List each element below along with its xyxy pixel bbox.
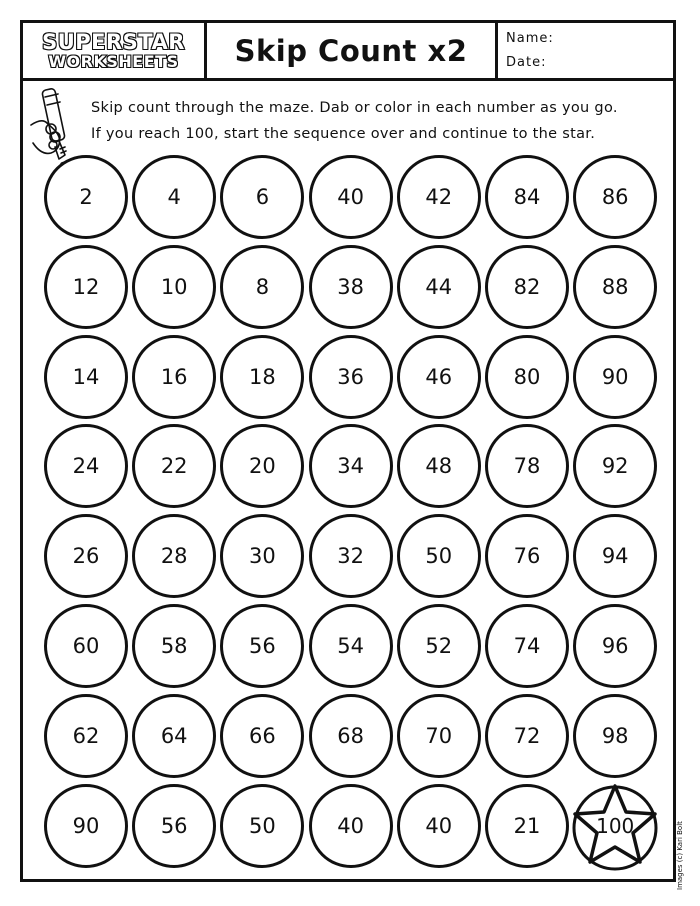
instructions bbox=[91, 95, 618, 147]
circle-number: 20 bbox=[249, 454, 276, 479]
circle-number: 88 bbox=[601, 274, 629, 299]
circle-number: 12 bbox=[72, 274, 100, 299]
circle-number: 96 bbox=[601, 634, 629, 658]
circle-number: 50 bbox=[249, 813, 276, 838]
date-field[interactable]: Date: bbox=[506, 55, 547, 70]
circle-number: 18 bbox=[249, 364, 276, 389]
maze-circle[interactable] bbox=[309, 335, 393, 419]
maze-circle[interactable] bbox=[397, 245, 481, 329]
maze-circle[interactable] bbox=[397, 604, 481, 688]
circle-number: 82 bbox=[513, 274, 541, 299]
page-title: Skip Count x2 bbox=[234, 33, 468, 68]
image-credit: Images (c) Kari Bolt bbox=[676, 821, 684, 890]
circle-number: 30 bbox=[249, 544, 276, 569]
circle-number: 46 bbox=[425, 364, 453, 389]
circle-number: 44 bbox=[425, 274, 453, 299]
maze-circle[interactable] bbox=[220, 514, 304, 598]
circle-number: 58 bbox=[160, 634, 188, 658]
circle-number: 32 bbox=[337, 544, 364, 569]
maze-circle[interactable] bbox=[485, 245, 569, 329]
maze-circle[interactable] bbox=[573, 604, 657, 688]
maze-circle[interactable] bbox=[220, 604, 304, 688]
instruction-line-1: Skip count through the maze. Dab or color in each number as you go. bbox=[91, 100, 618, 116]
maze-circle[interactable] bbox=[132, 694, 216, 778]
circle-number: 8 bbox=[255, 274, 270, 299]
maze-circle[interactable] bbox=[220, 424, 304, 508]
logo-line-worksheets: WORKSHEETS bbox=[48, 51, 179, 71]
instruction-line-2: If you reach 100, start the sequence over and continue to the star. bbox=[91, 126, 596, 142]
maze-circle[interactable] bbox=[573, 424, 657, 508]
circle-number: 22 bbox=[160, 454, 188, 479]
maze-circle[interactable] bbox=[44, 155, 128, 239]
circle-number: 56 bbox=[249, 634, 276, 658]
maze-circle[interactable] bbox=[309, 694, 393, 778]
circle-number: 14 bbox=[72, 364, 100, 389]
maze-circle[interactable] bbox=[132, 155, 216, 239]
maze-circle[interactable] bbox=[397, 694, 481, 778]
maze-circle[interactable] bbox=[220, 245, 304, 329]
circle-number: 60 bbox=[72, 634, 100, 658]
circle-number: 84 bbox=[513, 185, 541, 209]
circle-number: 78 bbox=[513, 454, 541, 479]
circle-number: 70 bbox=[425, 723, 453, 748]
maze-circle[interactable] bbox=[309, 514, 393, 598]
maze-circle[interactable] bbox=[132, 245, 216, 329]
circle-number: 64 bbox=[160, 723, 188, 748]
circle-number: 24 bbox=[72, 454, 100, 479]
maze-circle[interactable] bbox=[485, 784, 569, 868]
logo-line-superstar: SUPERSTAR bbox=[42, 29, 185, 54]
circle-number: 21 bbox=[513, 813, 541, 838]
circle-number: 50 bbox=[425, 544, 453, 569]
maze-circle[interactable] bbox=[44, 694, 128, 778]
circle-number: 52 bbox=[425, 634, 453, 658]
maze-circle[interactable] bbox=[132, 424, 216, 508]
worksheet-header bbox=[23, 23, 673, 81]
circle-number: 48 bbox=[425, 454, 453, 479]
maze-circle[interactable] bbox=[132, 604, 216, 688]
circle-number: 4 bbox=[167, 185, 181, 209]
maze-circle[interactable] bbox=[309, 424, 393, 508]
maze-circle[interactable] bbox=[573, 335, 657, 419]
maze-circle[interactable] bbox=[220, 784, 304, 868]
circle-number: 16 bbox=[160, 364, 188, 389]
worksheet bbox=[20, 20, 676, 882]
star-finish-cell[interactable] bbox=[569, 778, 661, 870]
maze-circle[interactable] bbox=[573, 514, 657, 598]
maze-circle[interactable] bbox=[309, 155, 393, 239]
maze-circle[interactable] bbox=[220, 335, 304, 419]
maze-circle[interactable] bbox=[397, 514, 481, 598]
maze-circle[interactable] bbox=[573, 155, 657, 239]
maze-circle[interactable] bbox=[573, 245, 657, 329]
star-number: 100 bbox=[596, 813, 635, 838]
name-date-cell bbox=[498, 23, 673, 78]
maze-circle[interactable] bbox=[485, 694, 569, 778]
circle-number: 10 bbox=[160, 274, 188, 299]
circle-number: 66 bbox=[249, 723, 276, 748]
circle-number: 98 bbox=[601, 723, 629, 748]
maze-circle[interactable] bbox=[573, 694, 657, 778]
maze-circle[interactable] bbox=[485, 424, 569, 508]
circle-number: 6 bbox=[255, 185, 270, 209]
maze-circle[interactable] bbox=[485, 514, 569, 598]
circle-number: 40 bbox=[337, 185, 364, 209]
maze-circle[interactable] bbox=[309, 245, 393, 329]
maze-circle[interactable] bbox=[397, 424, 481, 508]
maze-circle[interactable] bbox=[220, 694, 304, 778]
circle-number: 42 bbox=[425, 185, 453, 209]
circle-number: 80 bbox=[513, 364, 541, 389]
circle-number: 54 bbox=[337, 634, 364, 658]
maze-circle[interactable] bbox=[44, 245, 128, 329]
circle-number: 2 bbox=[79, 185, 93, 209]
circle-number: 90 bbox=[72, 813, 100, 838]
maze-circle[interactable] bbox=[44, 604, 128, 688]
circle-number: 92 bbox=[601, 454, 629, 479]
circle-number: 40 bbox=[337, 813, 364, 838]
circle-number: 76 bbox=[513, 544, 541, 569]
title-cell bbox=[207, 23, 498, 78]
maze-circle[interactable] bbox=[397, 784, 481, 868]
maze-circle[interactable] bbox=[397, 155, 481, 239]
maze-circle[interactable] bbox=[485, 335, 569, 419]
circle-number: 62 bbox=[72, 723, 100, 748]
maze-circle[interactable] bbox=[309, 784, 393, 868]
maze-circle[interactable] bbox=[309, 604, 393, 688]
maze-circle[interactable] bbox=[220, 155, 304, 239]
circle-number: 90 bbox=[601, 364, 629, 389]
maze-circle[interactable] bbox=[132, 335, 216, 419]
maze-circle[interactable] bbox=[44, 335, 128, 419]
circle-number: 94 bbox=[601, 544, 629, 569]
maze-circle[interactable] bbox=[485, 155, 569, 239]
maze-circle[interactable] bbox=[44, 514, 128, 598]
maze-circle[interactable] bbox=[485, 604, 569, 688]
circle-number: 72 bbox=[513, 723, 541, 748]
circle-number: 74 bbox=[513, 634, 541, 658]
maze-circle[interactable] bbox=[132, 784, 216, 868]
circle-number: 26 bbox=[72, 544, 100, 569]
circle-number: 34 bbox=[337, 454, 364, 479]
maze-circle[interactable] bbox=[132, 514, 216, 598]
maze-circle[interactable] bbox=[44, 784, 128, 868]
maze-circle[interactable] bbox=[44, 424, 128, 508]
circle-number: 38 bbox=[337, 274, 364, 299]
name-field[interactable]: Name: bbox=[506, 31, 554, 46]
logo bbox=[23, 23, 207, 78]
circle-number: 68 bbox=[337, 723, 364, 748]
circle-number: 86 bbox=[601, 185, 629, 209]
circle-number: 56 bbox=[160, 813, 188, 838]
circle-number: 40 bbox=[425, 813, 453, 838]
circle-number: 28 bbox=[160, 544, 188, 569]
maze-circle[interactable] bbox=[397, 335, 481, 419]
circle-number: 36 bbox=[337, 364, 364, 389]
